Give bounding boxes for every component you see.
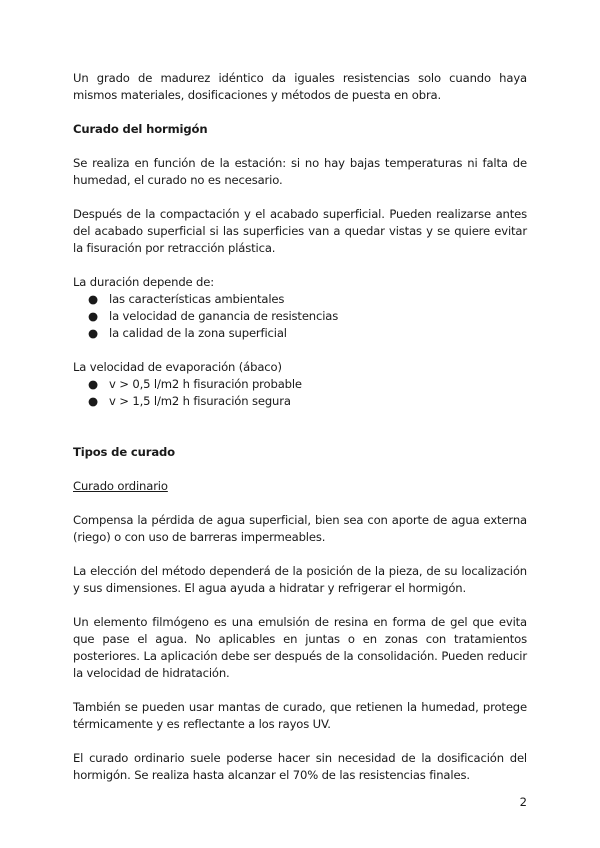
list-item [73, 376, 527, 393]
paragraph-estacion: Se realiza en función de la estación: si no hay bajas temperaturas ni falta de humedad, el curado no es necesario. [73, 156, 527, 187]
list-item [73, 291, 527, 308]
list-item-text: las características ambientales [109, 292, 285, 306]
paragraph-ordinario: El curado ordinario suele poderse hacer sin necesidad de la dosificación del hormigón. Se realiza hasta alcanzar el 70% de las resistencias finales. [73, 751, 527, 782]
bullet-icon: ● [88, 292, 98, 306]
paragraph-compactacion: Después de la compactación y el acabado superficial. Pueden realizarse antes del acabado superficial si las superficies van a quedar vistas y se quiere evitar la fisuración por retracción plástica. [73, 207, 527, 255]
list-item [73, 308, 527, 325]
paragraph-mantas: También se pueden usar mantas de curado, que retienen la humedad, protege térmicamente y es reflectante a los rayos UV. [73, 700, 527, 731]
bullet-icon: ● [88, 326, 98, 340]
list-item [73, 325, 527, 342]
heading-curado-hormigon: Curado del hormigón [73, 122, 208, 136]
paragraph-duracion: La duración depende de: [73, 275, 215, 289]
list-item-text: v > 0,5 l/m2 h fisuración probable [109, 377, 302, 391]
paragraph-eleccion: La elección del método dependerá de la posición de la pieza, de su localización y sus dimensiones. El agua ayuda a hidratar y refrigerar el hormigón. [73, 564, 527, 595]
paragraph-madurez: Un grado de madurez idéntico da iguales resistencias solo cuando haya mismos materiales, dosificaciones y métodos de puesta en obra. [73, 71, 527, 102]
document-page [73, 70, 527, 784]
list-velocidad [73, 376, 527, 410]
bullet-icon: ● [88, 394, 98, 408]
bullet-icon: ● [88, 377, 98, 391]
paragraph-filmogeno: Un elemento filmógeno es una emulsión de resina en forma de gel que evita que pase el agua. No aplicables en juntas o en zonas con tratamientos posteriores. La aplicación debe ser después de la consolidación. Pueden reducir la velocidad de hidratación. [73, 615, 527, 680]
list-duracion [73, 291, 527, 342]
list-item-text: la calidad de la zona superficial [109, 326, 287, 340]
list-item-text: la velocidad de ganancia de resistencias [109, 309, 339, 323]
heading-tipos-curado: Tipos de curado [73, 445, 175, 459]
bullet-icon: ● [88, 309, 98, 323]
paragraph-compensa: Compensa la pérdida de agua superficial, bien sea con aporte de agua externa (riego) o con uso de barreras impermeables. [73, 513, 527, 544]
list-item [73, 393, 527, 410]
paragraph-velocidad: La velocidad de evaporación (ábaco) [73, 360, 282, 374]
page-number: 2 [519, 795, 527, 809]
list-item-text: v > 1,5 l/m2 h fisuración segura [109, 394, 291, 408]
heading-curado-ordinario: Curado ordinario [73, 479, 168, 493]
